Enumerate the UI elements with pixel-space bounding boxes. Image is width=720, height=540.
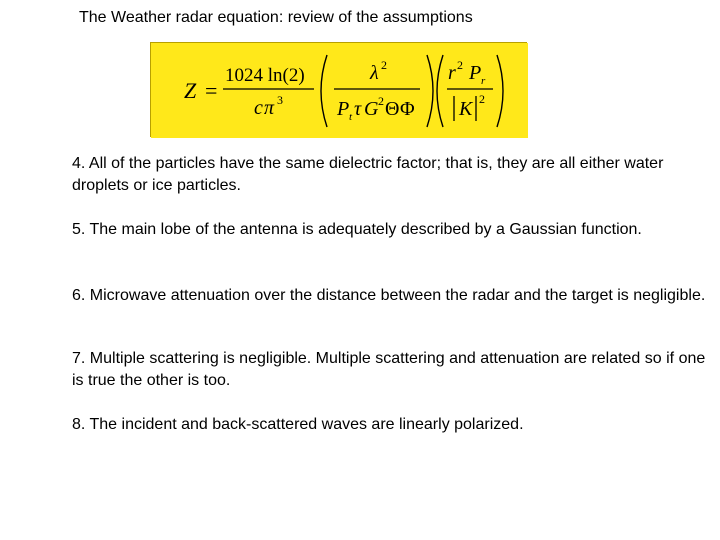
lambda-symbol: λ [370,62,379,84]
beamwidth-phi: Φ [400,98,415,120]
range-square: 2 [457,58,463,72]
assumption-4: 4. All of the particles have the same dielectric factor; that is, they are all either water droplets or ice particles. [72,155,664,194]
pulse-duration-tau: τ [354,98,362,120]
equation-lhs: Z [184,78,197,103]
received-power-P: P [469,62,482,84]
coefficient-denominator-cube: 3 [277,93,283,107]
coefficient-denominator-pi: π [264,97,275,119]
coefficient-denominator-c: c [254,97,263,119]
dielectric-factor-K: K [459,98,473,120]
gain-square: 2 [378,94,384,108]
radar-equation [151,43,528,138]
equation-equals-sign: = [205,78,218,103]
range-r: r [448,62,456,84]
beamwidth-theta: Θ [385,98,400,120]
received-power-subscript-r: r [481,75,486,87]
assumption-5: 5. The main lobe of the antenna is adequately described by a Gaussian function. [72,221,642,238]
lambda-square: 2 [381,58,387,72]
antenna-gain-G: G [364,98,379,120]
assumption-6: 6. Microwave attenuation over the distance between the radar and the target is negligible. [72,287,706,304]
slide-title: The Weather radar equation: review of the assumptions [79,9,473,26]
radar-equation-box [150,42,527,137]
assumption-8: 8. The incident and back-scattered waves are linearly polarized. [72,416,524,433]
power-P: P [337,98,350,120]
power-subscript-t: t [349,111,353,123]
assumption-7: 7. Multiple scattering is negligible. Multiple scattering and attenuation are related so if one is true the other is too. [72,350,706,389]
dielectric-factor-square: 2 [479,92,485,106]
coefficient-numerator: 1024 ln(2) [225,65,305,86]
